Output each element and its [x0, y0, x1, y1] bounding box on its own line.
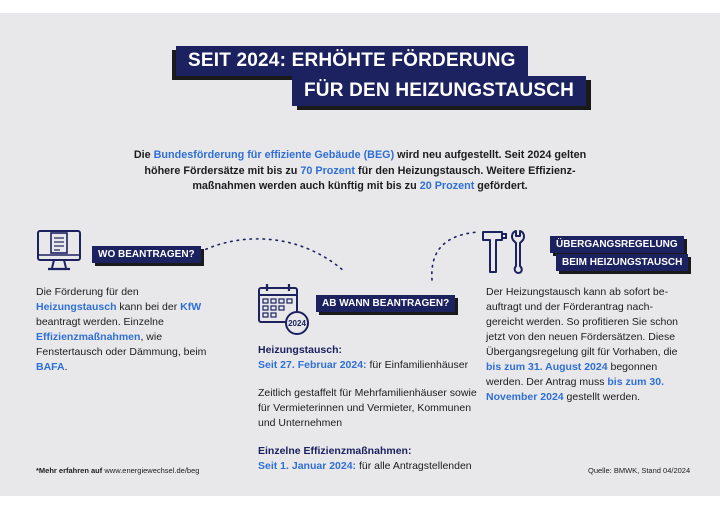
- intro-part: wird neu aufgestellt. Seit 2024 gelten höhere Fördersätze mit bis zu: [144, 149, 587, 177]
- computer-form-icon: [36, 228, 82, 274]
- tag-wo-beantragen: WO BEANTRAGEN?: [92, 246, 201, 263]
- highlight-effizienz: Effizienzmaßnahmen: [36, 331, 141, 343]
- tag-beim-heizungstausch: BEIM HEIZUNGSTAUSCH: [556, 254, 688, 271]
- bafa-link[interactable]: BAFA: [36, 361, 65, 373]
- hammer-wrench-icon: [480, 228, 536, 276]
- heading-heizungstausch: Heizungstausch:: [258, 344, 343, 356]
- text-part: für Einfamilienhäuser: [366, 359, 469, 371]
- mid-text: [258, 343, 483, 474]
- date-31-aug: bis zum 31. August 2024: [486, 361, 608, 373]
- beg-link[interactable]: Bundesförderung für effiziente Gebäude (BEG): [153, 149, 395, 161]
- date-27-feb: Seit 27. Februar 2024:: [258, 359, 367, 371]
- highlight-heizungstausch: Heizungstausch: [36, 301, 117, 313]
- title-line-2: FÜR DEN HEIZUNGSTAUSCH: [292, 76, 586, 106]
- title-line-1: SEIT 2024: ERHÖHTE FÖRDERUNG: [176, 46, 528, 76]
- intro-part: für den Heizungstausch. Weitere Effizienzmaßnahmen werden auch künftig mit bis zu: [192, 164, 576, 192]
- highlight-20: 20 Prozent: [419, 180, 475, 192]
- footer-label: *Mehr erfahren auf: [36, 466, 103, 475]
- text-part: Die Förderung für den: [36, 286, 139, 298]
- left-text: [36, 285, 221, 375]
- kfw-link[interactable]: KfW: [180, 301, 202, 313]
- tag-ab-wann-beantragen: AB WANN BEANTRAGEN?: [316, 295, 455, 312]
- heading-effizienz: Einzelne Effizienzmaßnahmen:: [258, 445, 412, 457]
- footer-more-info: [36, 466, 199, 475]
- text-part: beantragt werden. Einzelne: [36, 316, 164, 328]
- text-part: begonnen werden. Der Antrag muss: [486, 361, 658, 388]
- highlight-70: 70 Prozent: [300, 164, 355, 177]
- date-30-nov: bis zum 30. November 2024: [486, 376, 664, 403]
- footer-source: Quelle: BMWK, Stand 04/2024: [588, 466, 691, 475]
- energiewechsel-link[interactable]: www.energiewechsel.de/beg: [102, 466, 200, 475]
- intro-part: gefördert.: [474, 180, 528, 192]
- text-part: Der Heizungstausch kann ab sofort beauftragt und der Förderantrag nachgereicht werden. So profitieren Sie schon jetzt von den neuen Fördersätzen. Diese Übergangsregelung gilt für Vorhaben, die: [486, 286, 679, 358]
- text-part: gestellt werden.: [563, 391, 641, 403]
- text-part: .: [64, 361, 68, 373]
- text-part: kann bei der: [116, 301, 181, 313]
- calendar-icon: [256, 282, 312, 336]
- text-part: für alle Antragstellenden: [356, 460, 472, 472]
- right-text: [486, 285, 686, 405]
- calendar-year-label: 2024: [288, 319, 306, 328]
- text-part: , wie Fenstertausch oder Dämmung, beim: [36, 331, 207, 358]
- intro-part: Die: [133, 149, 154, 161]
- tag-uebergangsregelung: ÜBERGANGSREGELUNG: [550, 236, 684, 253]
- para-mehrfamilien: Zeitlich gestaffelt für Mehrfamilienhäuser sowie für Vermieterinnen und Vermieter, Kommunen und Unternehmen: [258, 387, 477, 429]
- date-1-jan: Seit 1. Januar 2024:: [258, 460, 357, 472]
